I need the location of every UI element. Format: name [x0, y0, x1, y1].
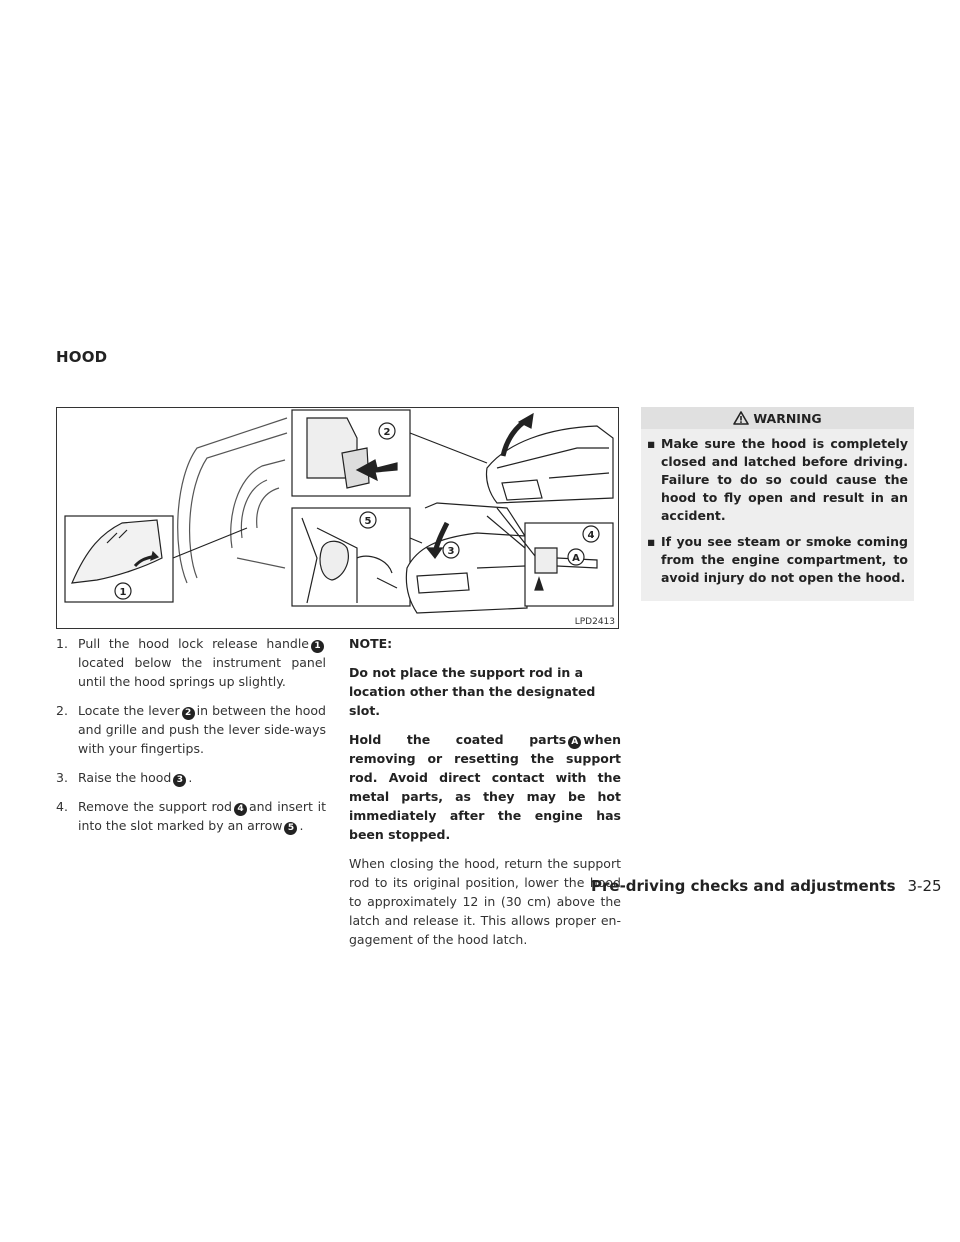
closing-paragraph: When closing the hood, return the support rod to its original position, lower the hood to approximately 12 in (30 cm) above the latch and release it. This allows proper en-gagement of the hood latch. — [349, 856, 621, 947]
figure-label-1: 1 — [119, 587, 127, 598]
warning-body — [641, 429, 914, 601]
warning-item: ▪ Make sure the hood is completely closed and latched before driving. Failure to do so could cause the hood to fly open and result in an accident. — [647, 436, 908, 523]
figure-code: LPD2413 — [574, 617, 615, 627]
page-footer — [591, 877, 942, 895]
note-label: NOTE: — [349, 636, 393, 651]
warning-header — [641, 407, 914, 429]
figure-label-3: 3 — [447, 546, 455, 557]
figure-label-5: 5 — [364, 516, 372, 527]
note-line-2: Hold the coated parts A when removing or resetting the support rod. Avoid direct contact with the metal parts, as they may be hot immediately after the engine has been stopped. — [349, 732, 621, 842]
step-2: 2. Locate the lever 2 in between the hood and grille and push the lever side-ways with your fingertips. — [56, 703, 326, 756]
callout-1-icon: 1 — [311, 640, 324, 653]
note-column — [349, 634, 621, 959]
step-4: 4. Remove the support rod 4 and insert it into the slot marked by an arrow 5 . — [56, 799, 326, 833]
figure-label-a: A — [572, 553, 580, 564]
hood-illustration — [56, 407, 619, 629]
callout-2-icon: 2 — [182, 707, 195, 720]
dashboard-drawing — [178, 418, 287, 583]
section-title: HOOD — [56, 348, 108, 366]
warning-title: WARNING — [753, 410, 822, 426]
footer-chapter: Pre-driving checks and adjustments — [591, 877, 896, 895]
step-1: 1. Pull the hood lock release handle 1located below the instrument panel until the hood springs up slightly. — [56, 636, 326, 689]
steps-column — [56, 634, 326, 845]
car-front-drawing — [406, 503, 527, 613]
warning-item: ▪ If you see steam or smoke coming from the engine compartment, to avoid injury do not open the hood. — [647, 534, 908, 585]
figure-label-4: 4 — [587, 530, 595, 541]
car-top-drawing — [486, 426, 613, 503]
warning-box — [641, 407, 914, 601]
step-3: 3. Raise the hood 3 . — [56, 770, 193, 785]
figure-label-2: 2 — [383, 427, 391, 438]
footer-page-number: 3-25 — [907, 877, 942, 895]
note-line-1: Do not place the support rod in a location other than the designated slot. — [349, 665, 596, 718]
callout-4-icon: 4 — [234, 803, 247, 816]
callout-a-icon: A — [568, 736, 581, 749]
callout-3-icon: 3 — [173, 774, 186, 787]
warning-triangle-icon — [733, 411, 749, 425]
callout-5-icon: 5 — [284, 822, 297, 835]
